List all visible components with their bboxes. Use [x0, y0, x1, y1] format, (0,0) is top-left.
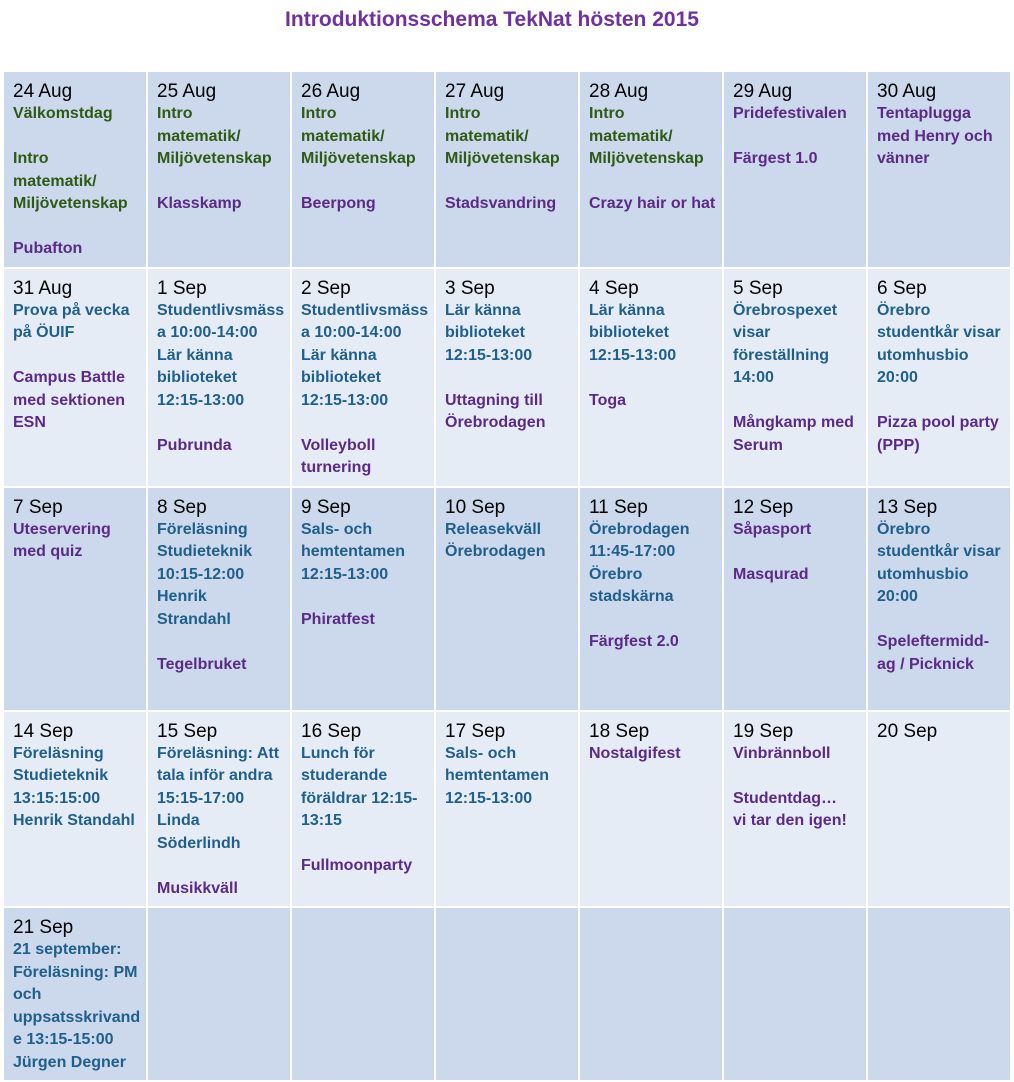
event-text: Sals- och hemtentamen 12:15-13:00 — [445, 744, 550, 807]
day-cell — [291, 487, 435, 711]
event-text: Toga — [589, 391, 627, 409]
day-date: 8 Sep — [157, 496, 207, 518]
event-text: Uttagning till Örebrodagen — [445, 391, 546, 431]
day-cell — [147, 268, 291, 487]
day-cell — [435, 711, 579, 908]
day-date: 15 Sep — [157, 720, 218, 742]
day-cell — [867, 268, 1011, 487]
day-date: 31 Aug — [13, 277, 73, 299]
empty-cell — [291, 907, 435, 1081]
day-date: 17 Sep — [445, 720, 506, 742]
day-cell — [867, 711, 1011, 908]
day-date: 6 Sep — [877, 277, 927, 299]
event-text: Pridefestivalen — [733, 105, 847, 122]
event-text: Tegelbruket — [157, 655, 247, 673]
event-text: Föreläsning Studieteknik 13:15:15:00 Henrik Standahl — [13, 744, 135, 829]
day-date: 16 Sep — [301, 720, 362, 742]
event-text: Intro matematik/ Miljövetenskap — [301, 105, 416, 167]
event-text: Intro matematik/ Miljövetenskap — [589, 105, 704, 167]
day-cell — [723, 711, 867, 908]
event-text: Nostalgifest — [589, 744, 681, 762]
day-date: 21 Sep — [13, 917, 74, 938]
event-text: Mångkamp med Serum — [733, 414, 854, 454]
day-cell — [435, 268, 579, 487]
event-text: Pizza pool party (PPP) — [877, 414, 999, 454]
week-row — [3, 907, 1011, 1081]
day-cell — [3, 71, 147, 268]
day-cell — [147, 711, 291, 908]
empty-cell — [147, 907, 291, 1081]
day-cell — [723, 487, 867, 711]
event-text: Vinbrännboll — [733, 744, 831, 762]
day-cell — [3, 268, 147, 487]
day-date: 27 Aug — [445, 81, 505, 102]
week-row — [3, 487, 1011, 711]
day-cell — [867, 71, 1011, 268]
day-cell — [579, 711, 723, 908]
event-text: Studentdag… vi tar den igen! — [733, 789, 847, 829]
event-text: Såpasport — [733, 520, 812, 538]
day-date: 1 Sep — [157, 277, 207, 299]
event-text: Färgfest 2.0 — [589, 633, 679, 650]
day-cell — [147, 71, 291, 268]
day-cell — [579, 487, 723, 711]
week-row — [3, 711, 1011, 908]
day-cell — [291, 268, 435, 487]
schedule-table — [2, 70, 1012, 1082]
day-date: 20 Sep — [877, 720, 938, 742]
event-text: Masqurad — [733, 565, 809, 583]
day-date: 26 Aug — [301, 81, 361, 102]
event-text: Pubafton — [13, 240, 83, 257]
empty-cell — [723, 907, 867, 1081]
day-cell — [723, 71, 867, 268]
page-title: Introduktionsschema TekNat hösten 2015 — [285, 8, 699, 31]
day-date: 3 Sep — [445, 277, 495, 299]
empty-cell — [435, 907, 579, 1081]
day-cell — [579, 268, 723, 487]
event-text: Färgest 1.0 — [733, 150, 818, 167]
event-text: Speleftermidd- ag / Picknick — [877, 633, 990, 673]
event-text: Releasekväll Örebrodagen — [445, 520, 546, 560]
event-text: 21 september: Föreläsning: PM och uppsatsskrivand e 13:15-15:00 Jürgen Degner — [13, 941, 141, 1071]
day-cell — [3, 711, 147, 908]
event-text: Örebro studentkår visar utomhusbio 20:00 — [877, 301, 1001, 386]
event-text: Örebro studentkår visar utomhusbio 20:00 — [877, 520, 1001, 605]
day-cell — [435, 71, 579, 268]
day-cell — [291, 711, 435, 908]
day-cell — [3, 907, 147, 1081]
day-date: 28 Aug — [589, 81, 649, 102]
event-text: Sals- och hemtentamen 12:15-13:00 — [301, 520, 406, 583]
day-date: 10 Sep — [445, 496, 506, 518]
week-row — [3, 268, 1011, 487]
day-date: 11 Sep — [589, 496, 648, 518]
day-cell — [3, 487, 147, 711]
day-date: 18 Sep — [589, 720, 650, 742]
day-cell — [291, 71, 435, 268]
empty-cell — [867, 907, 1011, 1081]
week-row — [3, 71, 1011, 268]
event-text: Fullmoonparty — [301, 857, 413, 874]
event-text: Intro matematik/ Miljövetenskap — [445, 105, 560, 167]
day-date: 29 Aug — [733, 81, 793, 102]
event-text: Campus Battle med sektionen ESN — [13, 369, 126, 431]
day-date: 12 Sep — [733, 496, 794, 518]
event-text: Föreläsning Studieteknik 10:15-12:00 Henrik Strandahl — [157, 520, 253, 628]
event-text: Phiratfest — [301, 610, 375, 628]
day-date: 5 Sep — [733, 277, 783, 299]
day-cell — [579, 71, 723, 268]
event-text: Uteservering med quiz — [13, 520, 111, 560]
event-text: Pubrunda — [157, 436, 232, 454]
event-text: Lär känna biblioteket 12:15-13:00 — [589, 301, 677, 364]
day-date: 30 Aug — [877, 81, 937, 102]
day-date: 14 Sep — [13, 720, 74, 742]
day-date: 2 Sep — [301, 277, 351, 299]
day-date: 19 Sep — [733, 720, 794, 742]
event-text: Studentlivsmäss a 10:00-14:00 Lär känna biblioteket 12:15-13:00 — [301, 301, 429, 409]
event-text: Intro matematik/ Miljövetenskap — [13, 150, 128, 212]
event-text: Välkomstdag — [13, 105, 113, 122]
event-text: Studentlivsmäss a 10:00-14:00 Lär känna biblioteket 12:15-13:00 — [157, 301, 285, 409]
event-text: Beerpong — [301, 195, 376, 212]
event-text: Prova på vecka på ÖUIF — [13, 301, 130, 341]
event-text: Musikkväll — [157, 879, 238, 897]
day-date: 13 Sep — [877, 496, 938, 518]
day-date: 9 Sep — [301, 496, 351, 518]
event-text: Stadsvandring — [445, 195, 557, 212]
day-cell — [867, 487, 1011, 711]
day-cell — [435, 487, 579, 711]
day-date: 7 Sep — [13, 496, 63, 518]
event-text: Föreläsning: Att tala inför andra 15:15-17:00 Linda Söderlindh — [157, 744, 280, 852]
day-cell — [723, 268, 867, 487]
day-date: 25 Aug — [157, 81, 217, 102]
event-text: Tentaplugga med Henry och vänner — [877, 105, 993, 167]
event-text: Volleyboll turnering — [301, 436, 376, 476]
event-text: Örebrospexet visar föreställning 14:00 — [733, 301, 838, 386]
event-text: Lunch för studerande föräldrar 12:15- 13:15 — [301, 744, 418, 829]
day-date: 4 Sep — [589, 277, 639, 299]
schedule-body — [3, 71, 1011, 1081]
empty-cell — [579, 907, 723, 1081]
day-cell — [147, 487, 291, 711]
day-date: 24 Aug — [13, 81, 73, 102]
event-text: Örebrodagen 11:45-17:00 Örebro stadskärna — [589, 520, 690, 605]
event-text: Crazy hair or hat — [589, 195, 716, 212]
event-text: Lär känna biblioteket 12:15-13:00 — [445, 301, 533, 364]
event-text: Intro matematik/ Miljövetenskap — [157, 105, 272, 167]
event-text: Klasskamp — [157, 195, 242, 212]
